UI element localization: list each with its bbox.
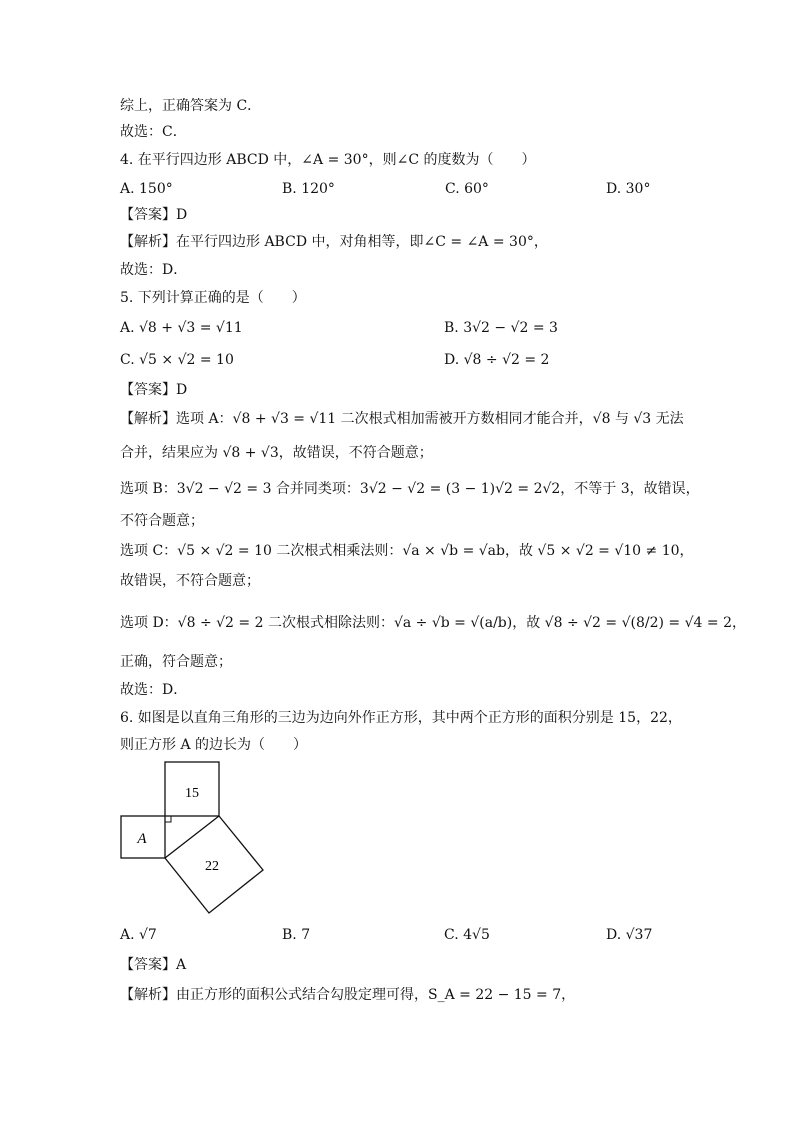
q6-analysis: 【解析】由正方形的面积公式结合勾股定理可得，S_A = 22 − 15 = 7， <box>120 987 576 1003</box>
q6-stem-2: 则正方形 A 的边长为（ ） <box>120 737 308 753</box>
pythagoras-squares-figure <box>115 758 270 918</box>
q4-choose: 故选：D． <box>120 262 188 278</box>
q6-answer: 【答案】A <box>120 957 187 973</box>
q4-option-d: D. 30° <box>606 181 651 197</box>
q5-answer: 【答案】D <box>120 382 188 398</box>
q5-option-d: D. √8 ÷ √2 = 2 <box>444 352 550 368</box>
q6-option-d: D. √37 <box>606 927 653 943</box>
q5-option-b: B. 3√2 − √2 = 3 <box>444 320 558 336</box>
q4-stem: 4. 在平行四边形 ABCD 中，∠A = 30°，则∠C 的度数为（ ） <box>120 152 536 168</box>
q5-option-c: C. √5 × √2 = 10 <box>120 352 234 368</box>
q5-analysis-8: 正确，符合题意； <box>120 654 232 670</box>
q6-stem-1: 6. 如图是以直角三角形的三边为边向外作正方形，其中两个正方形的面积分别是 15，22， <box>120 710 682 726</box>
right-angle-mark <box>165 816 171 822</box>
q6-option-c: C. 4√5 <box>444 927 490 943</box>
q5-option-a: A. √8 + √3 = √11 <box>120 320 243 336</box>
q4-analysis: 【解析】在平行四边形 ABCD 中，对角相等，即∠C = ∠A = 30°， <box>120 234 548 250</box>
label-a: A <box>137 831 147 847</box>
q4-option-c: C. 60° <box>445 181 489 197</box>
q6-option-a: A. √7 <box>120 927 157 943</box>
choose-line: 故选：C． <box>120 124 187 140</box>
q4-option-b: B. 120° <box>282 181 335 197</box>
q5-analysis-3: 选项 B：3√2 − √2 = 3 合并同类项：3√2 − √2 = (3 − 1)√2 = 2√2，不等于 3，故错误， <box>120 481 700 497</box>
q5-analysis-1: 【解析】选项 A：√8 + √3 = √11 二次根式相加需被开方数相同才能合并，√8 与 √3 无法 <box>120 411 684 427</box>
q5-analysis-5: 选项 C：√5 × √2 = 10 二次根式相乘法则：√a × √b = √ab，故 √5 × √2 = √10 ≠ 10， <box>120 543 694 559</box>
q5-analysis-2: 合并，结果应为 √8 + √3，故错误，不符合题意； <box>120 445 433 461</box>
label-22: 22 <box>205 859 219 874</box>
q6-option-b: B. 7 <box>282 927 311 943</box>
q4-answer: 【答案】D <box>120 207 188 223</box>
q5-stem: 5. 下列计算正确的是（ ） <box>120 290 306 306</box>
q5-analysis-4: 不符合题意； <box>120 513 204 529</box>
q4-option-a: A. 150° <box>120 181 173 197</box>
label-15: 15 <box>185 786 199 801</box>
q5-analysis-7: 选项 D：√8 ÷ √2 = 2 二次根式相除法则：√a ÷ √b = √(a/b)，故 √8 ÷ √2 = √(8/2) = √4 = 2， <box>120 615 746 631</box>
summary-line: 综上，正确答案为 C． <box>120 98 262 114</box>
q5-analysis-6: 故错误，不符合题意； <box>120 573 260 589</box>
q5-choose: 故选：D． <box>120 682 188 698</box>
